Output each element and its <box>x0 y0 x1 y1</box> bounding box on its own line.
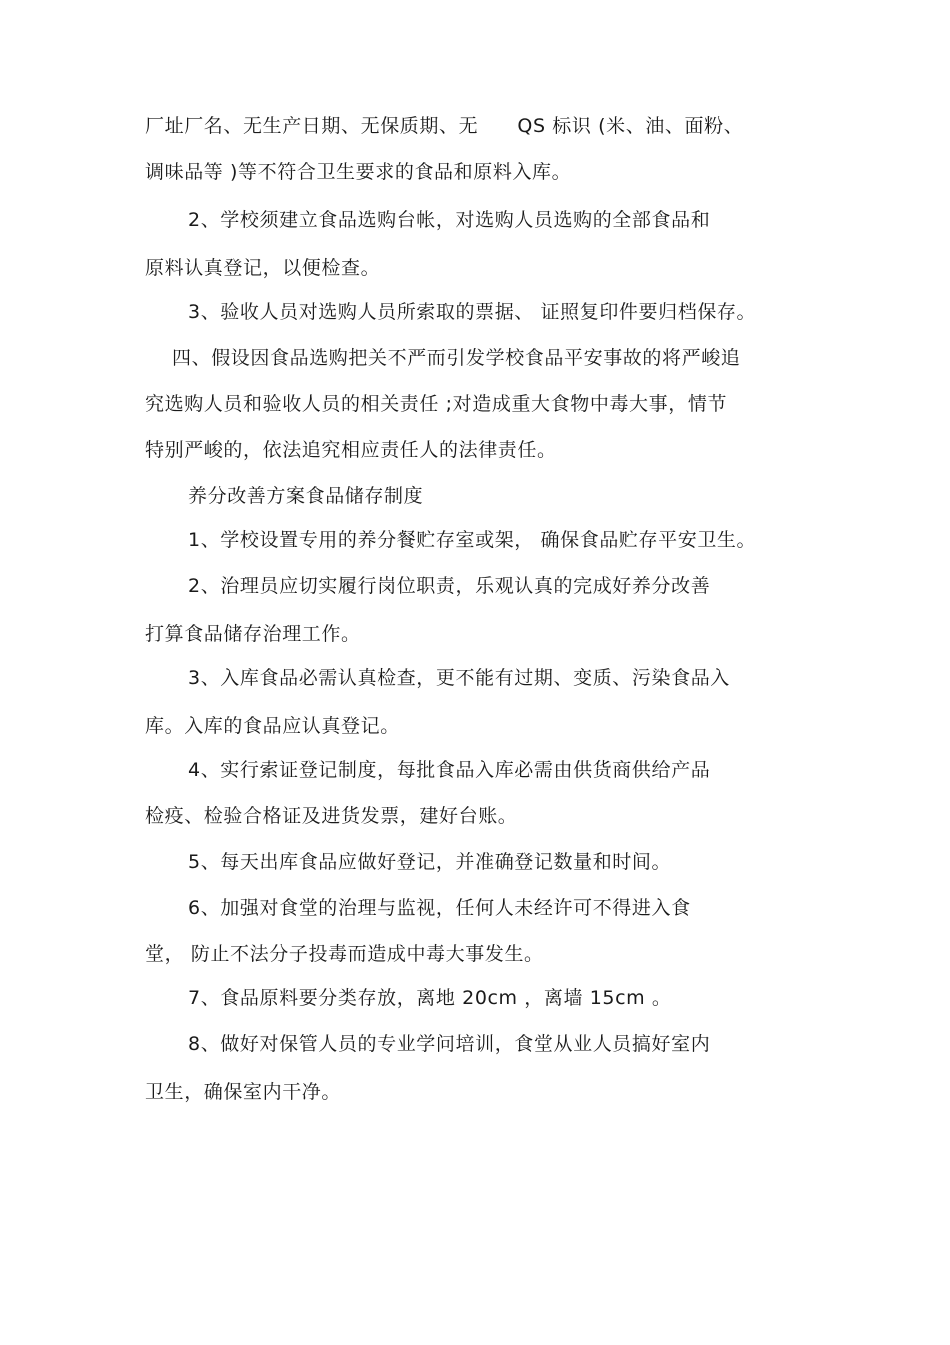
text-line-16: 检疫、检验合格证及进货发票，建好台账。 <box>145 805 518 827</box>
text-line-12: 打算食品储存治理工作。 <box>145 623 361 645</box>
text-line-15: 4、实行索证登记制度，每批食品入库必需由供货商供给产品 <box>188 759 711 781</box>
text-line-4: 原料认真登记，以便检查。 <box>145 257 381 279</box>
text-line-2: 调味品等 )等不符合卫生要求的食品和原料入库。 <box>145 161 572 183</box>
text-line-17: 5、每天出库食品应做好登记，并准确登记数量和时间。 <box>188 851 672 873</box>
text-line-5: 3、验收人员对选购人员所索取的票据、 证照复印件要归档保存。 <box>188 301 757 323</box>
text-line-1: 厂址厂名、无生产日期、无保质期、无 QS 标识 (米、油、面粉、 <box>145 115 744 137</box>
text-line-7: 究选购人员和验收人员的相关责任 ;对造成重大食物中毒大事，情节 <box>145 393 728 415</box>
text-line-21: 8、做好对保管人员的专业学问培训，食堂从业人员搞好室内 <box>188 1033 711 1055</box>
text-line-18: 6、加强对食堂的治理与监视，任何人未经许可不得进入食 <box>188 897 691 919</box>
text-line-11: 2、治理员应切实履行岗位职责，乐观认真的完成好养分改善 <box>188 575 711 597</box>
text-line-19: 堂， 防止不法分子投毒而造成中毒大事发生。 <box>145 943 544 965</box>
text-line-3: 2、学校须建立食品选购台帐，对选购人员选购的全部食品和 <box>188 209 711 231</box>
text-line-10: 1、学校设置专用的养分餐贮存室或架， 确保食品贮存平安卫生。 <box>188 529 757 551</box>
text-line-13: 3、入库食品必需认真检查，更不能有过期、变质、污染食品入 <box>188 667 730 689</box>
text-line-6: 四、假设因食品选购把关不严而引发学校食品平安事故的将严峻追 <box>172 347 741 369</box>
section-heading: 养分改善方案食品储存制度 <box>188 485 424 507</box>
text-line-14: 库。入库的食品应认真登记。 <box>145 715 400 737</box>
text-line-22: 卫生，确保室内干净。 <box>145 1081 342 1103</box>
text-line-8: 特别严峻的，依法追究相应责任人的法律责任。 <box>145 439 557 461</box>
text-line-20: 7、食品原料要分类存放，离地 20cm ，离墙 15cm 。 <box>188 987 672 1009</box>
